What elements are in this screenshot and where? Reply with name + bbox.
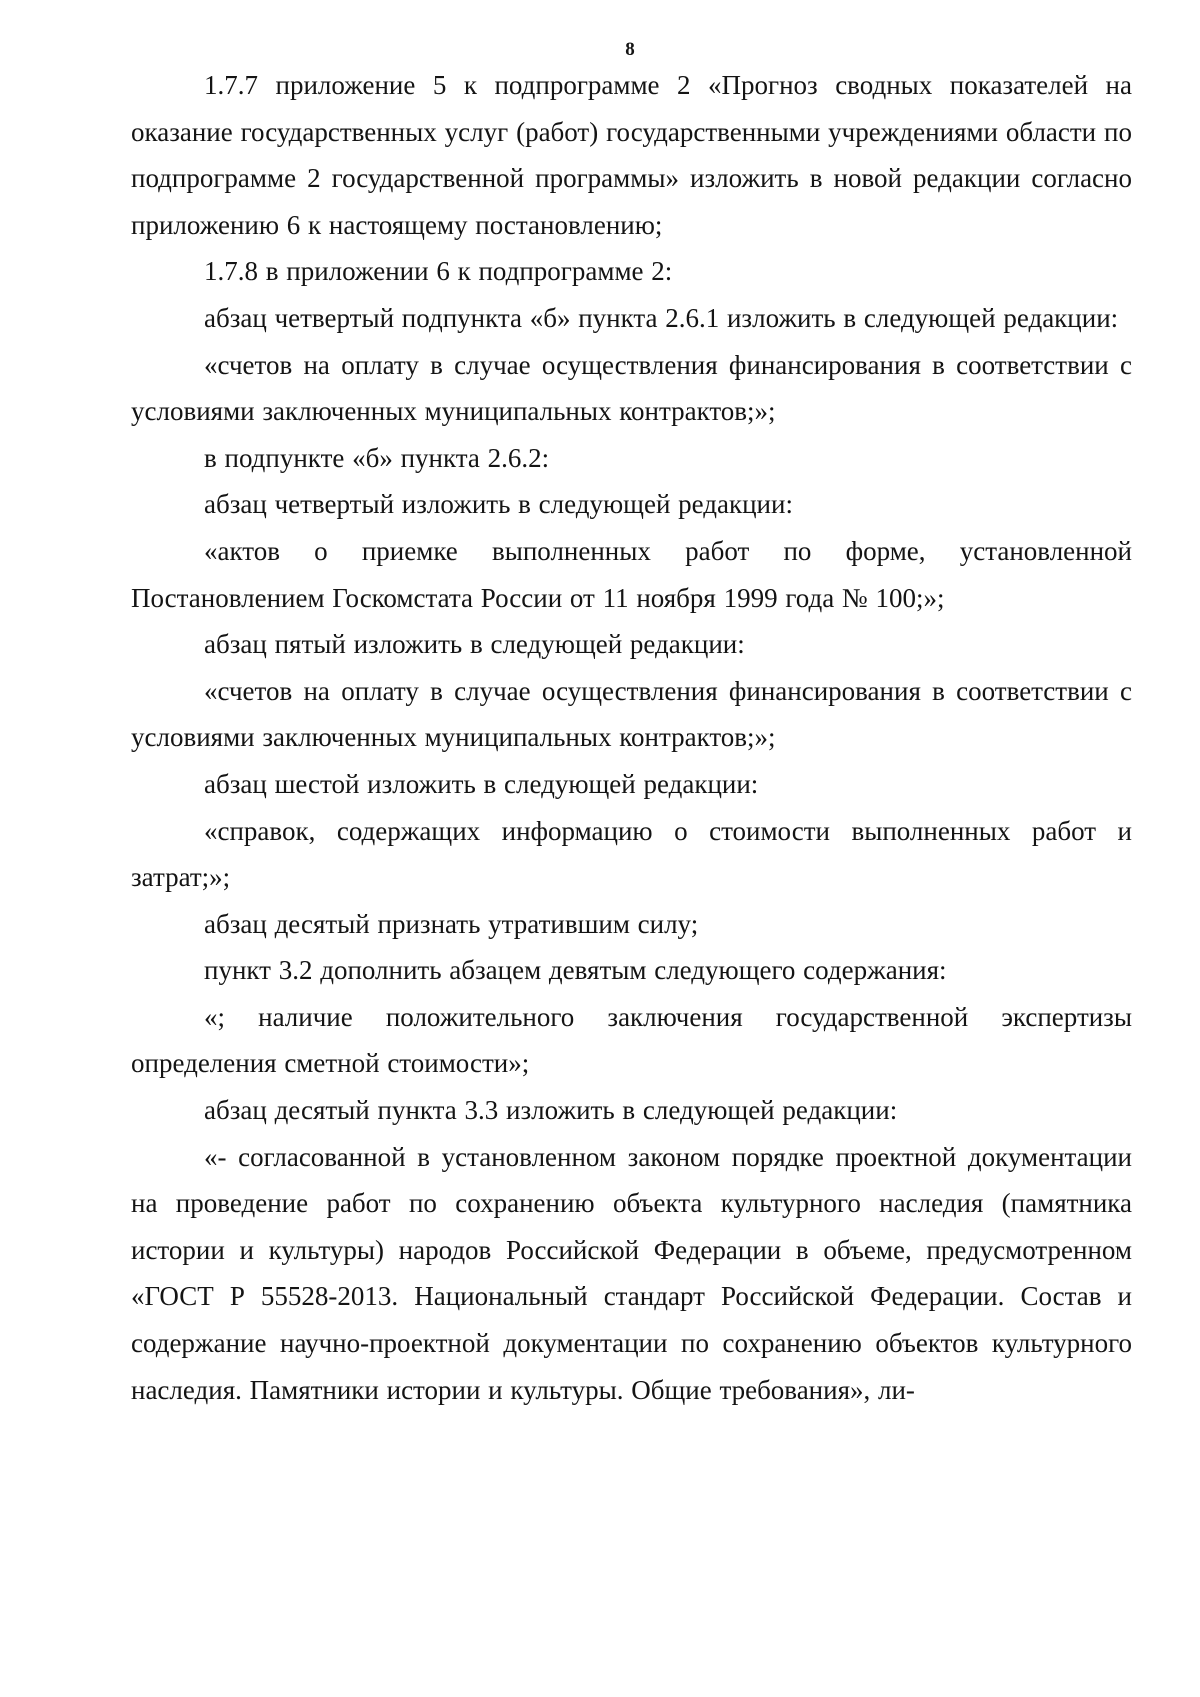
paragraph-3-2-text: «; наличие положительного заключения государственной экспертизы определения сметной стоимости»; <box>131 1001 1132 1079</box>
paragraph-2-6-2-heading: в подпункте «б» пункта 2.6.2: <box>204 442 550 473</box>
paragraph-3-3-heading: абзац десятый пункта 3.3 изложить в следующей редакции: <box>204 1095 898 1126</box>
paragraph-tenth-void: абзац десятый признать утратившим силу; <box>204 908 699 939</box>
paragraph-fifth-text: «счетов на оплату в случае осуществления финансирования в соответствии с условиями заключенных муниципальных контрактов;»; <box>131 675 1132 753</box>
document-body <box>131 62 1132 1413</box>
paragraph-1-7-8: 1.7.8 в приложении 6 к подпрограмме 2: <box>204 256 673 287</box>
paragraph-fourth-text: «актов о приемке выполненных работ по форме, установленной Постановлением Госкомстата России от 11 ноября 1999 года № 100;»; <box>131 535 1132 613</box>
paragraph-2-6-1-heading: абзац четвертый подпункта «б» пункта 2.6.1 изложить в следующей редакции: <box>204 302 1119 333</box>
paragraph-3-2-heading: пункт 3.2 дополнить абзацем девятым следующего содержания: <box>204 955 947 986</box>
page-number: 8 <box>625 39 635 60</box>
paragraph-fourth-heading: абзац четвертый изложить в следующей редакции: <box>204 489 793 520</box>
paragraph-sixth-heading: абзац шестой изложить в следующей редакции: <box>204 768 759 799</box>
paragraph-2-6-1-text: «счетов на оплату в случае осуществления финансирования в соответствии с условиями заключенных муниципальных контрактов;»; <box>131 349 1132 427</box>
paragraph-sixth-text: «справок, содержащих информацию о стоимости выполненных работ и затрат;»; <box>131 815 1132 893</box>
paragraph-3-3-text: «- согласованной в установленном законом порядке проектной документации на проведение работ по сохранению объекта культурного наследия (памятника истории и культуры) народов Российской Федерации в объеме, предусмотренном «ГОСТ Р 55528-2013. Национальный стандарт Российской Федерации. Состав и содержание научно-проектной документации по сохранению объектов культурного наследия. Памятники истории и культуры. Общие требования», ли- <box>131 1141 1132 1405</box>
paragraph-fifth-heading: абзац пятый изложить в следующей редакции: <box>204 629 745 660</box>
paragraph-1-7-7: 1.7.7 приложение 5 к подпрограмме 2 «Прогноз сводных показателей на оказание государственных услуг (работ) государственными учреждениями области по подпрограмме 2 государственной программы» изложить в новой редакции согласно приложению 6 к настоящему постановлению; <box>131 70 1132 240</box>
